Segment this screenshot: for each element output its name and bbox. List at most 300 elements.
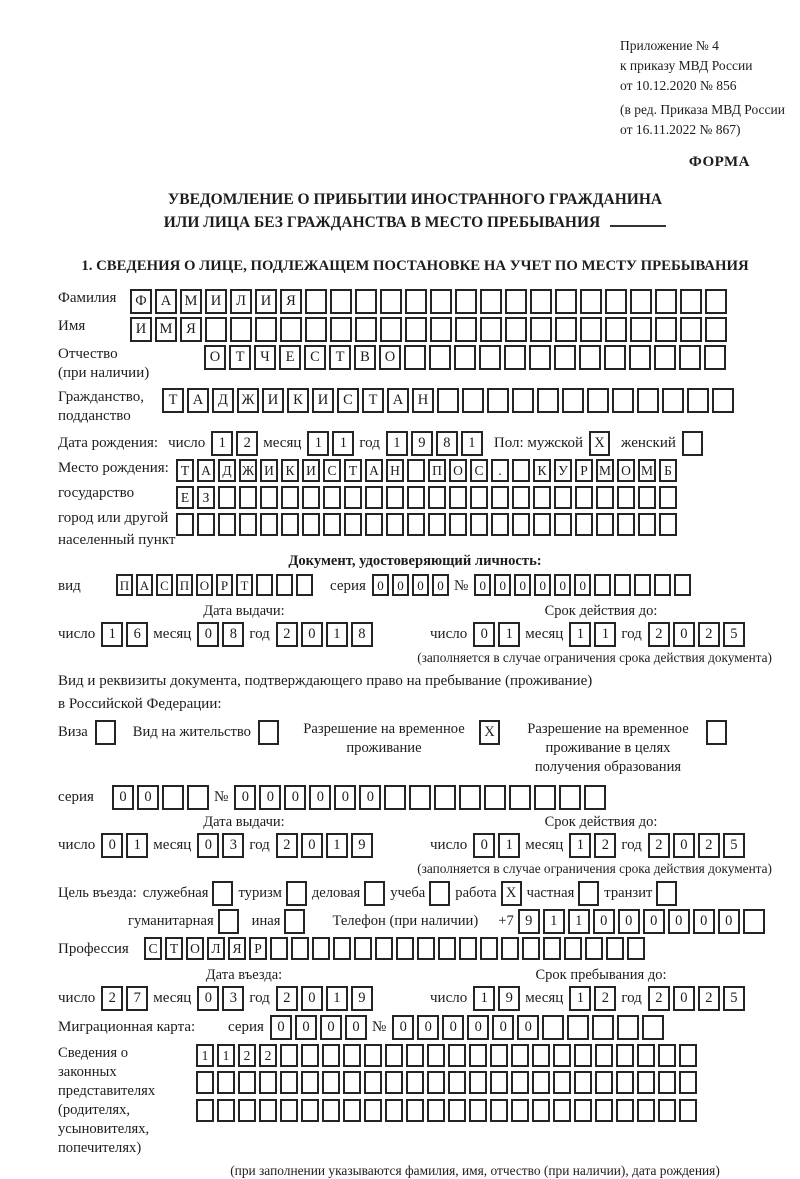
char-box[interactable]	[260, 486, 278, 509]
id-doc-series-input[interactable]	[372, 574, 452, 596]
char-box[interactable]	[605, 289, 627, 314]
char-box[interactable]: 0	[301, 833, 323, 858]
birth-place-row3-input[interactable]	[176, 513, 680, 536]
char-box[interactable]	[449, 513, 467, 536]
char-box[interactable]	[617, 1015, 639, 1040]
char-box[interactable]	[480, 937, 498, 960]
char-box[interactable]: А	[187, 388, 209, 413]
id-valid-month-input[interactable]	[569, 622, 619, 647]
char-box[interactable]: А	[155, 289, 177, 314]
char-box[interactable]: И	[205, 289, 227, 314]
char-box[interactable]	[238, 1099, 256, 1122]
char-box[interactable]	[532, 1071, 550, 1094]
char-box[interactable]	[385, 1099, 403, 1122]
entry-year-input[interactable]	[276, 986, 376, 1011]
char-box[interactable]: 2	[238, 1044, 256, 1067]
char-box[interactable]	[469, 1071, 487, 1094]
char-box[interactable]: М	[596, 459, 614, 482]
id-issue-day-input[interactable]	[101, 622, 151, 647]
char-box[interactable]	[616, 1044, 634, 1067]
char-box[interactable]: С	[144, 937, 162, 960]
purpose-other-checkbox[interactable]	[284, 909, 308, 934]
gender-male-checkbox[interactable]	[589, 431, 613, 456]
surname-input[interactable]	[130, 289, 730, 314]
char-box[interactable]: Ж	[239, 459, 257, 482]
gender-female-checkbox[interactable]	[682, 431, 706, 456]
char-box[interactable]	[459, 937, 477, 960]
char-box[interactable]	[505, 289, 527, 314]
char-box[interactable]	[470, 513, 488, 536]
char-box[interactable]: 9	[518, 909, 540, 934]
char-box[interactable]: И	[312, 388, 334, 413]
char-box[interactable]: 0	[718, 909, 740, 934]
char-box[interactable]	[260, 513, 278, 536]
char-box[interactable]	[543, 937, 561, 960]
representatives-row2-input[interactable]	[196, 1071, 700, 1094]
char-box[interactable]	[343, 1099, 361, 1122]
char-box[interactable]	[533, 513, 551, 536]
residence-series-input[interactable]	[112, 785, 212, 810]
char-box[interactable]	[301, 1044, 319, 1067]
char-box[interactable]: Т	[165, 937, 183, 960]
char-box[interactable]	[323, 513, 341, 536]
id-issue-year-input[interactable]	[276, 622, 376, 647]
char-box[interactable]: Д	[218, 459, 236, 482]
char-box[interactable]	[505, 317, 527, 342]
char-box[interactable]	[280, 1071, 298, 1094]
char-box[interactable]	[522, 937, 540, 960]
char-box[interactable]	[407, 513, 425, 536]
char-box[interactable]: 9	[411, 431, 433, 456]
char-box[interactable]	[616, 1071, 634, 1094]
char-box[interactable]	[484, 785, 506, 810]
char-box[interactable]	[659, 513, 677, 536]
char-box[interactable]: 0	[618, 909, 640, 934]
char-box[interactable]	[438, 937, 456, 960]
id-doc-type-input[interactable]	[116, 574, 316, 596]
char-box[interactable]	[655, 289, 677, 314]
char-box[interactable]: 0	[442, 1015, 464, 1040]
char-box[interactable]: 0	[412, 574, 429, 596]
char-box[interactable]	[407, 459, 425, 482]
char-box[interactable]: 1	[543, 909, 565, 934]
char-box[interactable]	[511, 1071, 529, 1094]
char-box[interactable]	[533, 486, 551, 509]
char-box[interactable]: В	[354, 345, 376, 370]
birth-place-row2-input[interactable]	[176, 486, 680, 509]
char-box[interactable]	[305, 317, 327, 342]
char-box[interactable]	[574, 1071, 592, 1094]
char-box[interactable]: А	[136, 574, 153, 596]
char-box[interactable]	[212, 881, 233, 906]
char-box[interactable]	[330, 317, 352, 342]
char-box[interactable]	[490, 1044, 508, 1067]
char-box[interactable]	[679, 1044, 697, 1067]
char-box[interactable]: 0	[112, 785, 134, 810]
char-box[interactable]: 2	[276, 986, 298, 1011]
char-box[interactable]	[333, 937, 351, 960]
char-box[interactable]	[580, 289, 602, 314]
char-box[interactable]: П	[176, 574, 193, 596]
char-box[interactable]: 0	[284, 785, 306, 810]
char-box[interactable]	[554, 486, 572, 509]
char-box[interactable]	[322, 1099, 340, 1122]
char-box[interactable]: 2	[259, 1044, 277, 1067]
char-box[interactable]: Н	[412, 388, 434, 413]
char-box[interactable]	[679, 1071, 697, 1094]
char-box[interactable]	[501, 937, 519, 960]
char-box[interactable]: 2	[648, 986, 670, 1011]
char-box[interactable]	[380, 289, 402, 314]
char-box[interactable]	[658, 1044, 676, 1067]
char-box[interactable]: 1	[307, 431, 329, 456]
char-box[interactable]	[386, 513, 404, 536]
char-box[interactable]: 7	[126, 986, 148, 1011]
char-box[interactable]: 1	[594, 622, 616, 647]
char-box[interactable]	[284, 909, 305, 934]
char-box[interactable]: Л	[230, 289, 252, 314]
char-box[interactable]	[302, 513, 320, 536]
char-box[interactable]	[604, 345, 626, 370]
char-box[interactable]: 2	[648, 833, 670, 858]
char-box[interactable]: З	[197, 486, 215, 509]
birth-month-input[interactable]	[307, 431, 357, 456]
char-box[interactable]: Н	[386, 459, 404, 482]
char-box[interactable]	[562, 388, 584, 413]
char-box[interactable]	[595, 1044, 613, 1067]
char-box[interactable]	[302, 486, 320, 509]
char-box[interactable]	[385, 1071, 403, 1094]
purpose-tourism-checkbox[interactable]	[286, 881, 310, 906]
entry-day-input[interactable]	[101, 986, 151, 1011]
char-box[interactable]: Ч	[254, 345, 276, 370]
char-box[interactable]: А	[197, 459, 215, 482]
temp-residence-checkbox[interactable]	[479, 720, 503, 745]
char-box[interactable]	[312, 937, 330, 960]
char-box[interactable]	[705, 317, 727, 342]
char-box[interactable]: 0	[643, 909, 665, 934]
char-box[interactable]	[637, 1044, 655, 1067]
char-box[interactable]	[270, 937, 288, 960]
char-box[interactable]	[239, 486, 257, 509]
char-box[interactable]: С	[337, 388, 359, 413]
char-box[interactable]: С	[304, 345, 326, 370]
char-box[interactable]: Ф	[130, 289, 152, 314]
id-valid-year-input[interactable]	[648, 622, 748, 647]
char-box[interactable]	[162, 785, 184, 810]
char-box[interactable]: Е	[176, 486, 194, 509]
char-box[interactable]: 1	[326, 622, 348, 647]
char-box[interactable]	[406, 1099, 424, 1122]
char-box[interactable]: 0	[197, 833, 219, 858]
char-box[interactable]	[437, 388, 459, 413]
char-box[interactable]: Т	[162, 388, 184, 413]
stay-until-year-input[interactable]	[648, 986, 748, 1011]
char-box[interactable]: 2	[698, 986, 720, 1011]
char-box[interactable]: 1	[196, 1044, 214, 1067]
char-box[interactable]	[704, 345, 726, 370]
char-box[interactable]: А	[387, 388, 409, 413]
char-box[interactable]: Р	[575, 459, 593, 482]
char-box[interactable]: С	[323, 459, 341, 482]
char-box[interactable]	[405, 317, 427, 342]
char-box[interactable]: Е	[279, 345, 301, 370]
char-box[interactable]	[280, 1044, 298, 1067]
char-box[interactable]	[634, 574, 651, 596]
char-box[interactable]: 2	[236, 431, 258, 456]
char-box[interactable]: А	[365, 459, 383, 482]
id-doc-number-input[interactable]	[474, 574, 694, 596]
char-box[interactable]	[407, 486, 425, 509]
char-box[interactable]: Я	[280, 289, 302, 314]
char-box[interactable]	[196, 1099, 214, 1122]
char-box[interactable]	[706, 720, 727, 745]
char-box[interactable]: 0	[673, 622, 695, 647]
char-box[interactable]: Т	[362, 388, 384, 413]
char-box[interactable]	[455, 289, 477, 314]
char-box[interactable]	[490, 1071, 508, 1094]
char-box[interactable]	[654, 345, 676, 370]
char-box[interactable]	[585, 937, 603, 960]
char-box[interactable]	[386, 486, 404, 509]
char-box[interactable]	[197, 513, 215, 536]
char-box[interactable]: X	[479, 720, 500, 745]
char-box[interactable]: 8	[436, 431, 458, 456]
char-box[interactable]: 1	[461, 431, 483, 456]
char-box[interactable]	[364, 1044, 382, 1067]
char-box[interactable]	[291, 937, 309, 960]
char-box[interactable]: 1	[326, 833, 348, 858]
char-box[interactable]	[595, 1071, 613, 1094]
char-box[interactable]	[596, 513, 614, 536]
char-box[interactable]	[629, 345, 651, 370]
char-box[interactable]	[322, 1044, 340, 1067]
char-box[interactable]	[705, 289, 727, 314]
residence-valid-month-input[interactable]	[569, 833, 619, 858]
char-box[interactable]: 0	[693, 909, 715, 934]
purpose-business-checkbox[interactable]	[364, 881, 388, 906]
char-box[interactable]: 8	[351, 622, 373, 647]
migration-series-input[interactable]	[270, 1015, 370, 1040]
char-box[interactable]: П	[116, 574, 133, 596]
char-box[interactable]: 1	[569, 986, 591, 1011]
char-box[interactable]: 8	[222, 622, 244, 647]
char-box[interactable]: 0	[259, 785, 281, 810]
char-box[interactable]: 1	[569, 622, 591, 647]
char-box[interactable]	[205, 317, 227, 342]
purpose-work-checkbox[interactable]	[501, 881, 525, 906]
char-box[interactable]: И	[130, 317, 152, 342]
char-box[interactable]	[578, 881, 599, 906]
char-box[interactable]: И	[255, 289, 277, 314]
char-box[interactable]	[176, 513, 194, 536]
char-box[interactable]	[687, 388, 709, 413]
char-box[interactable]	[469, 1044, 487, 1067]
char-box[interactable]: И	[302, 459, 320, 482]
char-box[interactable]	[429, 881, 450, 906]
char-box[interactable]	[405, 289, 427, 314]
char-box[interactable]	[375, 937, 393, 960]
char-box[interactable]	[364, 1099, 382, 1122]
char-box[interactable]	[364, 881, 385, 906]
residence-issue-year-input[interactable]	[276, 833, 376, 858]
char-box[interactable]	[530, 317, 552, 342]
char-box[interactable]	[542, 1015, 564, 1040]
char-box[interactable]: О	[449, 459, 467, 482]
char-box[interactable]: М	[180, 289, 202, 314]
char-box[interactable]: 2	[101, 986, 123, 1011]
char-box[interactable]: 0	[392, 574, 409, 596]
char-box[interactable]: 0	[137, 785, 159, 810]
char-box[interactable]	[530, 289, 552, 314]
char-box[interactable]	[480, 317, 502, 342]
char-box[interactable]: 0	[473, 833, 495, 858]
visa-checkbox[interactable]	[95, 720, 119, 745]
purpose-humanitarian-checkbox[interactable]	[218, 909, 242, 934]
char-box[interactable]: 0	[334, 785, 356, 810]
char-box[interactable]: 9	[351, 986, 373, 1011]
char-box[interactable]	[455, 317, 477, 342]
phone-input[interactable]	[518, 909, 768, 934]
char-box[interactable]	[553, 1044, 571, 1067]
char-box[interactable]	[385, 1044, 403, 1067]
char-box[interactable]: У	[554, 459, 572, 482]
char-box[interactable]	[286, 881, 307, 906]
char-box[interactable]	[428, 513, 446, 536]
char-box[interactable]: К	[281, 459, 299, 482]
char-box[interactable]	[554, 345, 576, 370]
char-box[interactable]	[617, 513, 635, 536]
char-box[interactable]: 1	[126, 833, 148, 858]
char-box[interactable]: Д	[212, 388, 234, 413]
char-box[interactable]	[490, 1099, 508, 1122]
char-box[interactable]	[659, 486, 677, 509]
char-box[interactable]	[574, 1099, 592, 1122]
char-box[interactable]: 2	[698, 622, 720, 647]
char-box[interactable]: 0	[673, 986, 695, 1011]
char-box[interactable]	[679, 345, 701, 370]
char-box[interactable]: 2	[594, 833, 616, 858]
char-box[interactable]	[218, 909, 239, 934]
char-box[interactable]	[187, 785, 209, 810]
char-box[interactable]	[344, 513, 362, 536]
char-box[interactable]: Б	[659, 459, 677, 482]
char-box[interactable]	[380, 317, 402, 342]
char-box[interactable]: К	[287, 388, 309, 413]
char-box[interactable]: 1	[326, 986, 348, 1011]
char-box[interactable]	[454, 345, 476, 370]
char-box[interactable]	[587, 388, 609, 413]
char-box[interactable]	[469, 1099, 487, 1122]
char-box[interactable]: 0	[301, 622, 323, 647]
char-box[interactable]	[404, 345, 426, 370]
char-box[interactable]: 0	[668, 909, 690, 934]
char-box[interactable]: 6	[126, 622, 148, 647]
char-box[interactable]	[654, 574, 671, 596]
char-box[interactable]: С	[470, 459, 488, 482]
char-box[interactable]: М	[155, 317, 177, 342]
char-box[interactable]	[559, 785, 581, 810]
char-box[interactable]: 0	[554, 574, 571, 596]
char-box[interactable]	[448, 1044, 466, 1067]
char-box[interactable]	[575, 486, 593, 509]
char-box[interactable]: 2	[698, 833, 720, 858]
purpose-transit-checkbox[interactable]	[656, 881, 680, 906]
char-box[interactable]: 0	[197, 622, 219, 647]
char-box[interactable]	[592, 1015, 614, 1040]
char-box[interactable]	[580, 317, 602, 342]
char-box[interactable]	[679, 1099, 697, 1122]
char-box[interactable]	[256, 574, 273, 596]
char-box[interactable]: 0	[494, 574, 511, 596]
char-box[interactable]: 5	[723, 622, 745, 647]
representatives-row3-input[interactable]	[196, 1099, 700, 1122]
char-box[interactable]	[217, 1099, 235, 1122]
char-box[interactable]: К	[533, 459, 551, 482]
char-box[interactable]	[743, 909, 765, 934]
char-box[interactable]	[511, 1099, 529, 1122]
char-box[interactable]	[355, 317, 377, 342]
char-box[interactable]	[343, 1044, 361, 1067]
char-box[interactable]: 0	[517, 1015, 539, 1040]
char-box[interactable]: 1	[568, 909, 590, 934]
stay-until-day-input[interactable]	[473, 986, 523, 1011]
char-box[interactable]	[658, 1071, 676, 1094]
char-box[interactable]	[448, 1071, 466, 1094]
char-box[interactable]: 0	[345, 1015, 367, 1040]
char-box[interactable]: 1	[217, 1044, 235, 1067]
char-box[interactable]	[255, 317, 277, 342]
char-box[interactable]	[512, 388, 534, 413]
entry-month-input[interactable]	[197, 986, 247, 1011]
char-box[interactable]	[323, 486, 341, 509]
char-box[interactable]	[712, 388, 734, 413]
char-box[interactable]: Л	[207, 937, 225, 960]
char-box[interactable]: Т	[329, 345, 351, 370]
char-box[interactable]	[217, 1071, 235, 1094]
char-box[interactable]: 1	[211, 431, 233, 456]
char-box[interactable]	[612, 388, 634, 413]
char-box[interactable]	[470, 486, 488, 509]
char-box[interactable]	[355, 289, 377, 314]
name-input[interactable]	[130, 317, 730, 342]
char-box[interactable]	[674, 574, 691, 596]
char-box[interactable]	[564, 937, 582, 960]
char-box[interactable]	[662, 388, 684, 413]
char-box[interactable]	[448, 1099, 466, 1122]
char-box[interactable]: 5	[723, 986, 745, 1011]
residence-valid-day-input[interactable]	[473, 833, 523, 858]
char-box[interactable]: 2	[594, 986, 616, 1011]
purpose-private-checkbox[interactable]	[578, 881, 602, 906]
char-box[interactable]: 1	[332, 431, 354, 456]
char-box[interactable]: 0	[474, 574, 491, 596]
char-box[interactable]	[574, 1044, 592, 1067]
char-box[interactable]: X	[589, 431, 610, 456]
char-box[interactable]: 0	[492, 1015, 514, 1040]
char-box[interactable]: 0	[295, 1015, 317, 1040]
char-box[interactable]	[594, 574, 611, 596]
char-box[interactable]	[427, 1099, 445, 1122]
char-box[interactable]: 0	[101, 833, 123, 858]
char-box[interactable]: 1	[498, 622, 520, 647]
purpose-official-checkbox[interactable]	[212, 881, 236, 906]
char-box[interactable]: И	[262, 388, 284, 413]
char-box[interactable]	[406, 1071, 424, 1094]
char-box[interactable]	[555, 317, 577, 342]
char-box[interactable]: 3	[222, 986, 244, 1011]
char-box[interactable]	[196, 1071, 214, 1094]
